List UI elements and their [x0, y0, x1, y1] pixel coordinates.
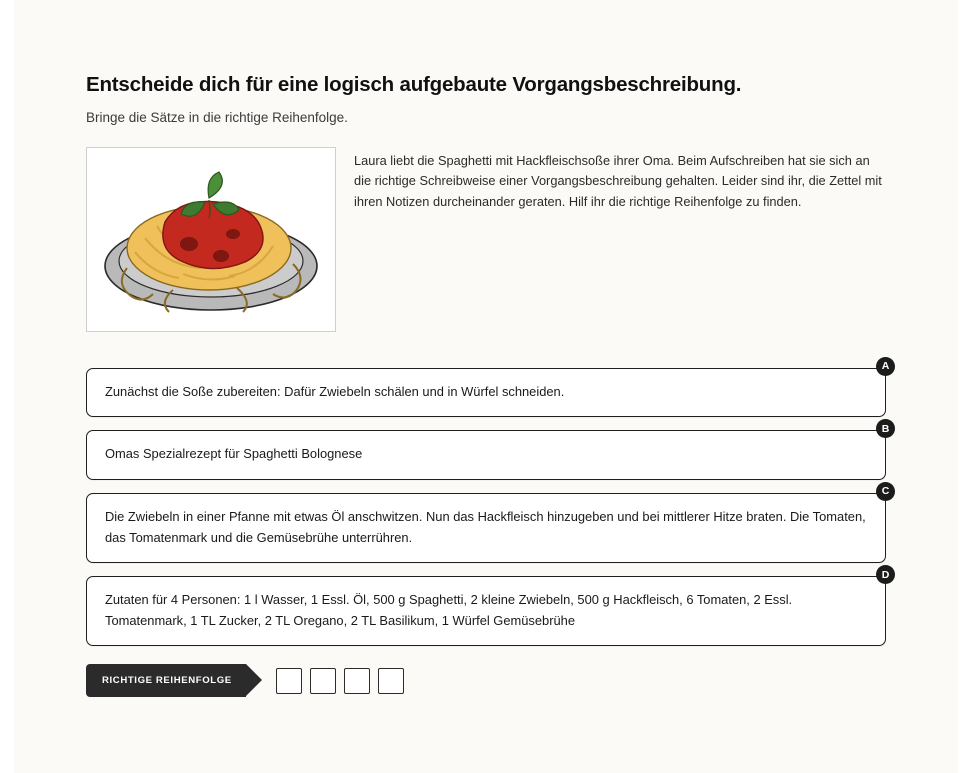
card-badge-d: D: [876, 565, 895, 584]
answer-slot-1[interactable]: [276, 668, 302, 694]
answer-slot-2[interactable]: [310, 668, 336, 694]
intro-paragraph: Laura liebt die Spaghetti mit Hackfleischsoße ihrer Oma. Beim Aufschreiben hat sie sich an die richtige Schreibweise einer Vorgangsbeschreibung gehalten. Leider sind ihr, die Zettel mit ihren Notizen durcheinander geraten. Hilf ihr die richtige Reihenfolge zu finden.: [354, 152, 882, 210]
spaghetti-bolognese-illustration: [86, 147, 336, 332]
answer-slot-group: [276, 668, 404, 694]
sentence-card-c[interactable]: [86, 493, 886, 563]
answer-slot-3[interactable]: [344, 668, 370, 694]
sentence-card-c-text: Die Zwiebeln in einer Pfanne mit etwas Öl anschwitzen. Nun das Hackfleisch hinzugeben und bei mittlerer Hitze braten. Die Tomaten, das Tomatenmark und die Gemüsebrühe unterrühren.: [105, 508, 866, 545]
sentence-card-d-wrapper: [86, 568, 890, 646]
sentence-card-a[interactable]: [86, 368, 886, 418]
sentence-card-d[interactable]: [86, 576, 886, 646]
sentence-card-c-wrapper: [86, 485, 890, 563]
page-right-margin: [958, 0, 970, 773]
card-badge-a: A: [876, 357, 895, 376]
card-badge-c: C: [876, 482, 895, 501]
sentence-card-b-wrapper: [86, 422, 890, 480]
page-title: Entscheide dich für eine logisch aufgebaute Vorgangsbeschreibung.: [86, 73, 742, 96]
sentence-card-d-text: Zutaten für 4 Personen: 1 l Wasser, 1 Essl. Öl, 500 g Spaghetti, 2 kleine Zwiebeln, 500 g Hackfleisch, 6 Tomaten, 2 Essl. Tomatenmark, 1 TL Zucker, 2 TL Oregano, 2 TL Basilikum, 1 Würfel Gemüsebrühe: [105, 592, 793, 628]
answer-row: [86, 664, 886, 697]
sentence-card-b-text: Omas Spezialrezept für Spaghetti Bolognese: [105, 446, 363, 462]
card-badge-b: B: [876, 419, 895, 438]
task-instruction: Bringe die Sätze in die richtige Reihenfolge.: [86, 109, 348, 125]
sentence-card-b[interactable]: [86, 430, 886, 480]
sentence-card-a-wrapper: [86, 360, 890, 418]
answer-label: RICHTIGE REIHENFOLGE: [86, 664, 246, 697]
worksheet-content: [86, 72, 890, 697]
sentence-card-list: [86, 360, 890, 647]
sentence-card-a-text: Zunächst die Soße zubereiten: Dafür Zwiebeln schälen und in Würfel schneiden.: [105, 383, 565, 399]
page-left-margin: [0, 0, 14, 773]
answer-slot-4[interactable]: [378, 668, 404, 694]
intro-section: [86, 147, 886, 332]
